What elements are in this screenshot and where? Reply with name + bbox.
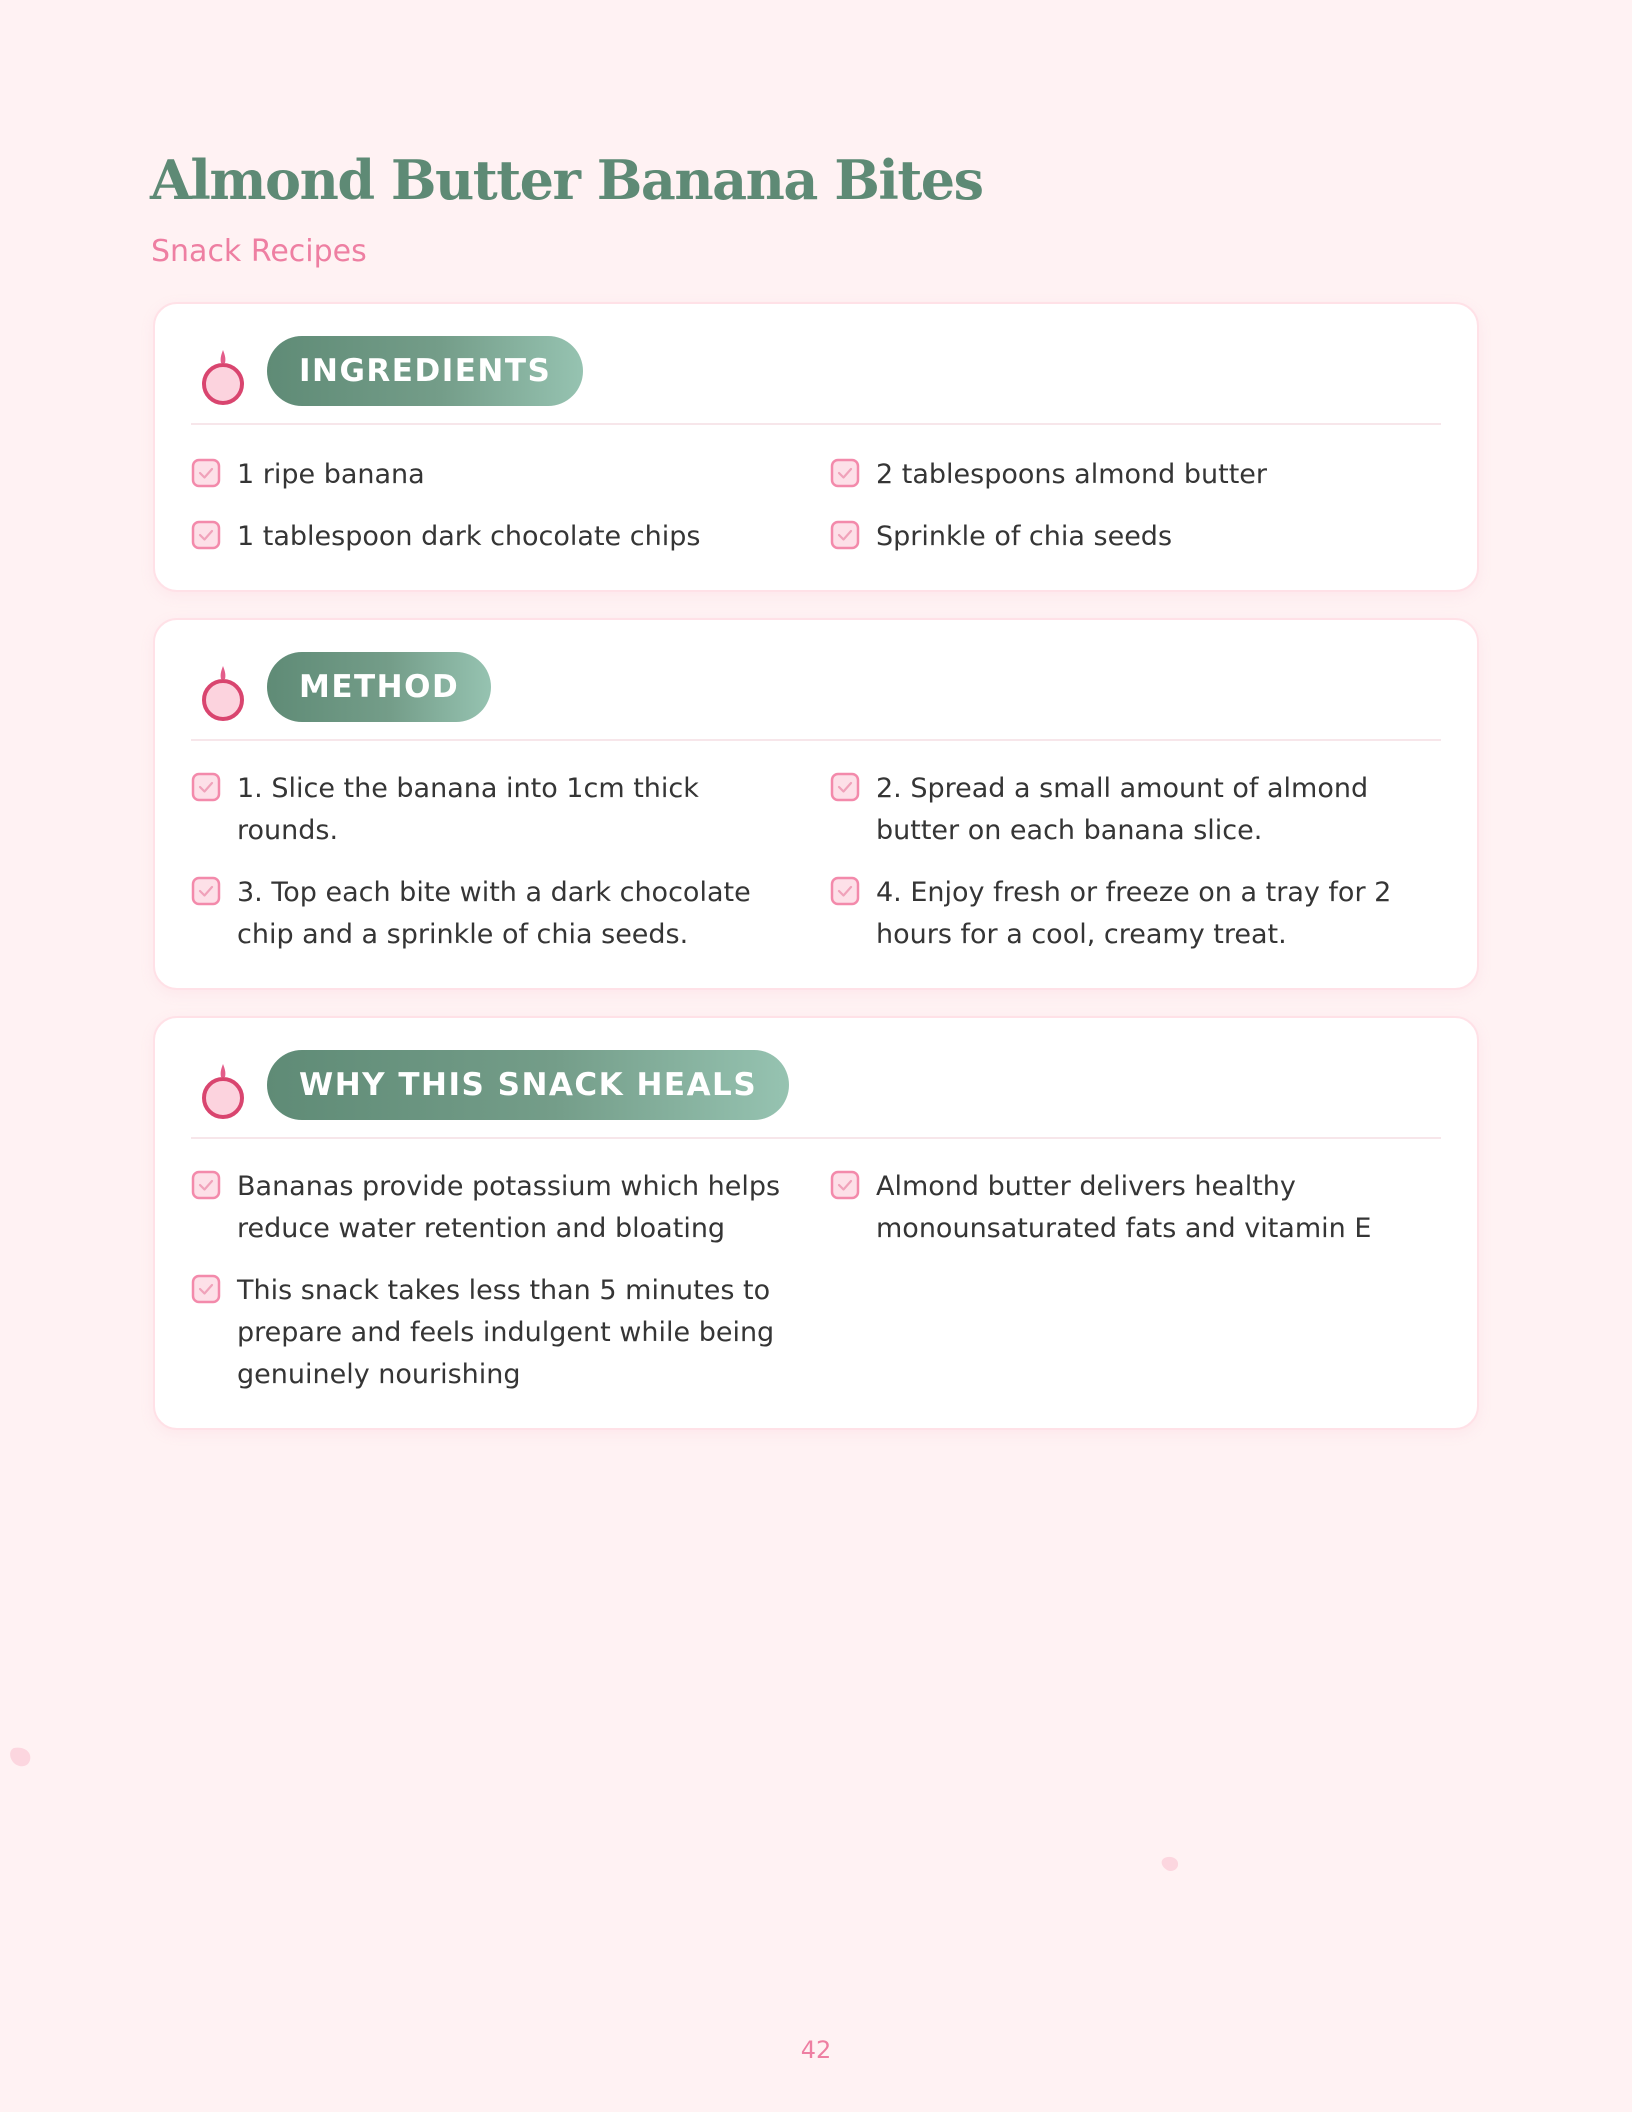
radish-icon — [199, 346, 247, 406]
list-item — [191, 1270, 801, 1396]
checkbox-checked-icon — [191, 1170, 221, 1200]
list-item — [191, 1166, 801, 1250]
list-item — [830, 516, 1440, 558]
checkbox-checked-icon — [191, 458, 221, 488]
checkbox-checked-icon — [191, 520, 221, 550]
checkbox-checked-icon — [830, 1170, 860, 1200]
page-subtitle: Snack Recipes — [151, 234, 367, 269]
radish-icon — [199, 1060, 247, 1120]
list-item — [191, 768, 801, 852]
list-item-text: 2. Spread a small amount of almond butter on each banana slice. — [876, 773, 1369, 846]
ingredients-card-header — [155, 304, 1477, 424]
radish-icon — [199, 662, 247, 722]
benefits-heading: WHY THIS SNACK HEALS — [267, 1050, 789, 1120]
list-item-text: Almond butter delivers healthy monounsaturated fats and vitamin E — [876, 1171, 1372, 1244]
list-item — [191, 872, 801, 956]
method-heading: METHOD — [267, 652, 491, 722]
list-item — [830, 768, 1440, 852]
list-item — [191, 516, 801, 558]
checkbox-checked-icon — [191, 1274, 221, 1304]
section-divider — [191, 739, 1441, 741]
petal-decoration-icon — [1160, 1854, 1180, 1874]
checkbox-checked-icon — [830, 520, 860, 550]
list-item-text: Sprinkle of chia seeds — [876, 521, 1173, 552]
page-title: Almond Butter Banana Bites — [150, 148, 983, 212]
petal-decoration-icon — [8, 1744, 34, 1770]
list-item-text: 4. Enjoy fresh or freeze on a tray for 2 hours for a cool, creamy treat. — [876, 877, 1392, 950]
checkbox-checked-icon — [830, 772, 860, 802]
list-item-text: 1. Slice the banana into 1cm thick rounds. — [237, 773, 699, 846]
checkbox-checked-icon — [191, 876, 221, 906]
list-item-text: 1 ripe banana — [237, 459, 425, 490]
method-card — [153, 618, 1479, 990]
ingredients-heading: INGREDIENTS — [267, 336, 583, 406]
list-item-text: 3. Top each bite with a dark chocolate chip and a sprinkle of chia seeds. — [237, 877, 751, 950]
list-item — [830, 1166, 1440, 1250]
method-card-header — [155, 620, 1477, 740]
benefits-card-header — [155, 1018, 1477, 1138]
list-item — [191, 454, 801, 496]
section-divider — [191, 423, 1441, 425]
list-item — [830, 454, 1440, 496]
checkbox-checked-icon — [191, 772, 221, 802]
list-item — [830, 872, 1440, 956]
page-number: 42 — [800, 2036, 832, 2064]
list-item-text: This snack takes less than 5 minutes to prepare and feels indulgent while being genuinely nourishing — [237, 1275, 775, 1390]
list-item-text: 2 tablespoons almond butter — [876, 459, 1267, 490]
checkbox-checked-icon — [830, 458, 860, 488]
list-item-text: Bananas provide potassium which helps reduce water retention and bloating — [237, 1171, 781, 1244]
list-item-text: 1 tablespoon dark chocolate chips — [237, 521, 701, 552]
ingredients-card — [153, 302, 1479, 592]
section-divider — [191, 1137, 1441, 1139]
benefits-card — [153, 1016, 1479, 1430]
checkbox-checked-icon — [830, 876, 860, 906]
